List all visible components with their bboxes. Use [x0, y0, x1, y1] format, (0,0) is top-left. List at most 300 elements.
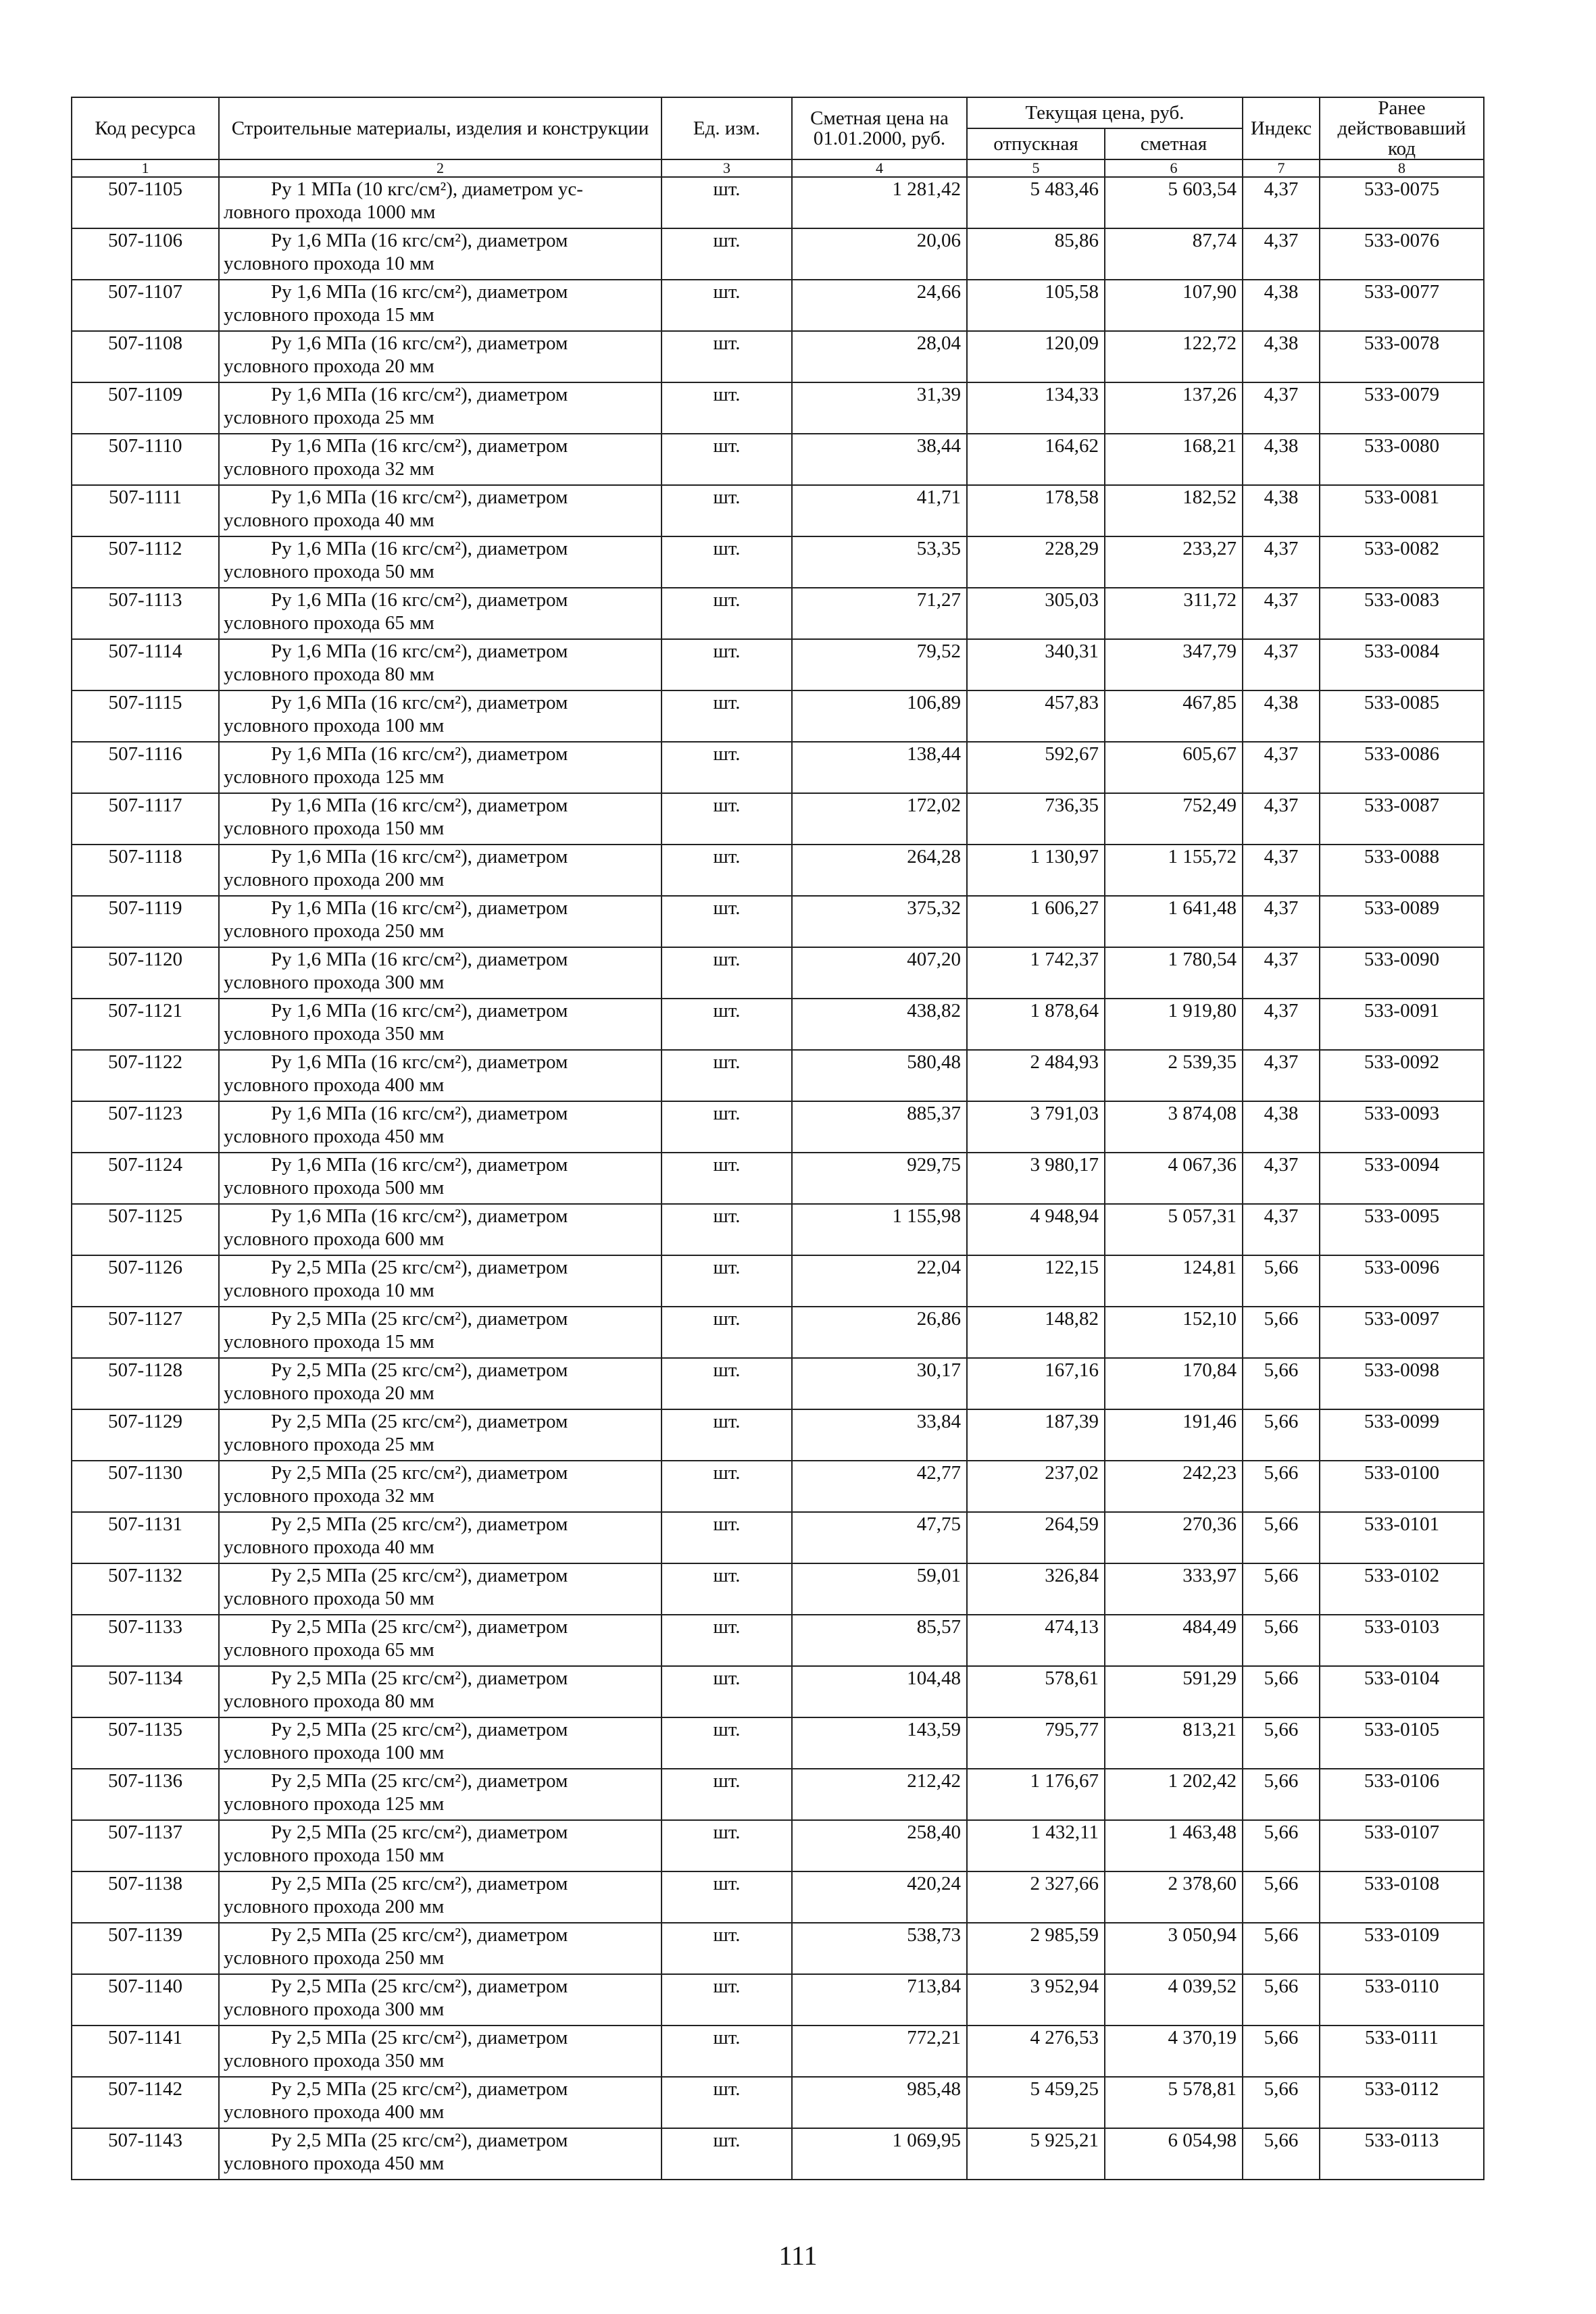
resource-code: 507-1114: [72, 639, 219, 690]
price-index: 4,38: [1243, 690, 1320, 742]
estimate-price: 591,29: [1105, 1666, 1243, 1717]
estimate-price: 333,97: [1105, 1563, 1243, 1615]
base-price: 143,59: [792, 1717, 967, 1769]
material-name-line2: условного прохода 100 мм: [224, 715, 445, 736]
table-row: [72, 177, 1484, 228]
material-name-line2: условного прохода 200 мм: [224, 1896, 445, 1917]
base-price: 33,84: [792, 1409, 967, 1461]
resource-code: 507-1135: [72, 1717, 219, 1769]
material-name-line1: Ру 2,5 МПа (25 кгс/см²), диаметром: [271, 1719, 568, 1740]
material-name: [219, 228, 662, 280]
price-table-page: [71, 97, 1483, 2180]
resource-code: 507-1143: [72, 2128, 219, 2180]
estimate-price: 5 603,54: [1105, 177, 1243, 228]
release-price: 340,31: [967, 639, 1105, 690]
column-number: 6: [1105, 159, 1243, 177]
material-name-line2: условного прохода 15 мм: [224, 1331, 434, 1353]
estimate-price: 5 578,81: [1105, 2077, 1243, 2128]
column-number: 2: [219, 159, 662, 177]
price-index: 4,37: [1243, 536, 1320, 588]
material-name-line2: условного прохода 40 мм: [224, 509, 434, 531]
material-name-line2: условного прохода 80 мм: [224, 663, 434, 685]
estimate-price: 1 780,54: [1105, 947, 1243, 999]
material-name-line1: Ру 1,6 МПа (16 кгс/см²), диаметром: [271, 846, 568, 867]
old-code: 533-0080: [1320, 434, 1484, 485]
material-name: [219, 1666, 662, 1717]
base-price: 28,04: [792, 331, 967, 382]
release-price: 122,15: [967, 1255, 1105, 1307]
old-code: 533-0077: [1320, 280, 1484, 331]
base-price: 53,35: [792, 536, 967, 588]
price-index: 5,66: [1243, 1512, 1320, 1563]
material-name: [219, 1307, 662, 1358]
unit: шт.: [662, 1923, 792, 1974]
estimate-price: 152,10: [1105, 1307, 1243, 1358]
material-name: [219, 1358, 662, 1409]
old-code: 533-0082: [1320, 536, 1484, 588]
release-price: 4 276,53: [967, 2026, 1105, 2077]
material-name: [219, 947, 662, 999]
old-code: 533-0083: [1320, 588, 1484, 639]
base-price: 31,39: [792, 382, 967, 434]
base-price: 85,57: [792, 1615, 967, 1666]
resource-code: 507-1110: [72, 434, 219, 485]
table-row: [72, 1923, 1484, 1974]
price-index: 4,38: [1243, 485, 1320, 536]
estimate-price: 2 378,60: [1105, 1871, 1243, 1923]
header-name: Строительные материалы, изделия и конструкции: [219, 97, 662, 159]
column-number: 5: [967, 159, 1105, 177]
release-price: 178,58: [967, 485, 1105, 536]
estimate-price: 182,52: [1105, 485, 1243, 536]
estimate-price: 124,81: [1105, 1255, 1243, 1307]
base-price: 375,32: [792, 896, 967, 947]
release-price: 264,59: [967, 1512, 1105, 1563]
material-name-line1: Ру 2,5 МПа (25 кгс/см²), диаметром: [271, 1976, 568, 1997]
resource-code: 507-1108: [72, 331, 219, 382]
base-price: 41,71: [792, 485, 967, 536]
release-price: 457,83: [967, 690, 1105, 742]
table-row: [72, 1101, 1484, 1153]
old-code: 533-0108: [1320, 1871, 1484, 1923]
base-price: 20,06: [792, 228, 967, 280]
price-index: 4,37: [1243, 639, 1320, 690]
table-row: [72, 588, 1484, 639]
price-index: 5,66: [1243, 2128, 1320, 2180]
old-code: 533-0093: [1320, 1101, 1484, 1153]
base-price: 59,01: [792, 1563, 967, 1615]
estimate-price: 122,72: [1105, 331, 1243, 382]
release-price: 592,67: [967, 742, 1105, 793]
resource-code: 507-1132: [72, 1563, 219, 1615]
material-name: [219, 1615, 662, 1666]
price-index: 4,37: [1243, 1204, 1320, 1255]
table-row: [72, 1307, 1484, 1358]
estimate-price: 87,74: [1105, 228, 1243, 280]
base-price: 580,48: [792, 1050, 967, 1101]
header-base-price: Сметная цена на 01.01.2000, руб.: [792, 97, 967, 159]
material-name-line2: условного прохода 15 мм: [224, 304, 434, 326]
material-name-line1: Ру 1,6 МПа (16 кгс/см²), диаметром: [271, 281, 568, 303]
table-row: [72, 1563, 1484, 1615]
material-name: [219, 588, 662, 639]
material-name-line1: Ру 2,5 МПа (25 кгс/см²), диаметром: [271, 1257, 568, 1278]
material-name: [219, 1101, 662, 1153]
old-code: 533-0100: [1320, 1461, 1484, 1512]
estimate-price: 6 054,98: [1105, 2128, 1243, 2180]
material-name: [219, 2128, 662, 2180]
estimate-price: 233,27: [1105, 536, 1243, 588]
old-code: 533-0101: [1320, 1512, 1484, 1563]
table-row: [72, 896, 1484, 947]
price-index: 5,66: [1243, 2026, 1320, 2077]
material-name-line1: Ру 1,6 МПа (16 кгс/см²), диаметром: [271, 692, 568, 713]
unit: шт.: [662, 2128, 792, 2180]
base-price: 30,17: [792, 1358, 967, 1409]
base-price: 42,77: [792, 1461, 967, 1512]
material-name-line2: условного прохода 300 мм: [224, 972, 445, 993]
base-price: 1 155,98: [792, 1204, 967, 1255]
release-price: 326,84: [967, 1563, 1105, 1615]
price-index: 4,37: [1243, 1050, 1320, 1101]
price-index: 5,66: [1243, 2077, 1320, 2128]
unit: шт.: [662, 434, 792, 485]
table-row: [72, 742, 1484, 793]
material-name-line2: условного прохода 32 мм: [224, 458, 434, 480]
release-price: 4 948,94: [967, 1204, 1105, 1255]
unit: шт.: [662, 1871, 792, 1923]
price-index: 5,66: [1243, 1820, 1320, 1871]
table-body: [72, 177, 1484, 2180]
old-code: 533-0092: [1320, 1050, 1484, 1101]
old-code: 533-0090: [1320, 947, 1484, 999]
material-name-line1: Ру 2,5 МПа (25 кгс/см²), диаметром: [271, 1873, 568, 1894]
release-price: 305,03: [967, 588, 1105, 639]
resource-code: 507-1137: [72, 1820, 219, 1871]
resource-code: 507-1128: [72, 1358, 219, 1409]
base-price: 26,86: [792, 1307, 967, 1358]
estimate-price: 752,49: [1105, 793, 1243, 845]
material-name-line2: условного прохода 50 мм: [224, 1588, 434, 1609]
old-code: 533-0113: [1320, 2128, 1484, 2180]
material-name-line1: Ру 2,5 МПа (25 кгс/см²), диаметром: [271, 2027, 568, 2048]
material-name-line2: условного прохода 65 мм: [224, 612, 434, 634]
table-row: [72, 331, 1484, 382]
estimate-price: 605,67: [1105, 742, 1243, 793]
table-row: [72, 1153, 1484, 1204]
material-name-line2: условного прохода 32 мм: [224, 1485, 434, 1507]
resource-code: 507-1125: [72, 1204, 219, 1255]
material-name-line2: условного прохода 100 мм: [224, 1742, 445, 1763]
resource-code: 507-1117: [72, 793, 219, 845]
unit: шт.: [662, 947, 792, 999]
estimate-price: 467,85: [1105, 690, 1243, 742]
release-price: 2 484,93: [967, 1050, 1105, 1101]
unit: шт.: [662, 1050, 792, 1101]
price-index: 4,37: [1243, 588, 1320, 639]
column-number: 7: [1243, 159, 1320, 177]
material-name-line1: Ру 2,5 МПа (25 кгс/см²), диаметром: [271, 1821, 568, 1843]
page-number: 111: [778, 2240, 818, 2271]
estimate-price: 4 039,52: [1105, 1974, 1243, 2026]
unit: шт.: [662, 1307, 792, 1358]
table-row: [72, 280, 1484, 331]
old-code: 533-0105: [1320, 1717, 1484, 1769]
table-row: [72, 845, 1484, 896]
table-row: [72, 947, 1484, 999]
material-name-line1: Ру 2,5 МПа (25 кгс/см²), диаметром: [271, 1924, 568, 1946]
material-name-line1: Ру 2,5 МПа (25 кгс/см²), диаметром: [271, 1565, 568, 1586]
material-name-line1: Ру 1,6 МПа (16 кгс/см²), диаметром: [271, 332, 568, 354]
release-price: 164,62: [967, 434, 1105, 485]
old-code: 533-0087: [1320, 793, 1484, 845]
material-name-line1: Ру 1,6 МПа (16 кгс/см²), диаметром: [271, 1205, 568, 1227]
material-name-line2: условного прохода 10 мм: [224, 253, 434, 274]
estimate-price: 1 155,72: [1105, 845, 1243, 896]
base-price: 24,66: [792, 280, 967, 331]
old-code: 533-0098: [1320, 1358, 1484, 1409]
material-name-line2: условного прохода 125 мм: [224, 766, 445, 788]
material-name-line1: Ру 1,6 МПа (16 кгс/см²), диаметром: [271, 1103, 568, 1124]
material-name-line1: Ру 2,5 МПа (25 кгс/см²), диаметром: [271, 1462, 568, 1484]
material-name: [219, 896, 662, 947]
old-code: 533-0097: [1320, 1307, 1484, 1358]
price-index: 4,38: [1243, 280, 1320, 331]
release-price: 1 176,67: [967, 1769, 1105, 1820]
release-price: 736,35: [967, 793, 1105, 845]
estimate-price: 4 067,36: [1105, 1153, 1243, 1204]
estimate-price: 170,84: [1105, 1358, 1243, 1409]
material-name-line2: условного прохода 40 мм: [224, 1536, 434, 1558]
resource-code: 507-1121: [72, 999, 219, 1050]
estimate-price: 107,90: [1105, 280, 1243, 331]
resource-code: 507-1112: [72, 536, 219, 588]
old-code: 533-0104: [1320, 1666, 1484, 1717]
old-code: 533-0088: [1320, 845, 1484, 896]
old-code: 533-0084: [1320, 639, 1484, 690]
base-price: 885,37: [792, 1101, 967, 1153]
resource-code: 507-1115: [72, 690, 219, 742]
base-price: 538,73: [792, 1923, 967, 1974]
unit: шт.: [662, 1153, 792, 1204]
release-price: 5 483,46: [967, 177, 1105, 228]
table-row: [72, 1512, 1484, 1563]
release-price: 2 327,66: [967, 1871, 1105, 1923]
estimate-price: 1 919,80: [1105, 999, 1243, 1050]
table-row: [72, 1255, 1484, 1307]
old-code: 533-0085: [1320, 690, 1484, 742]
resource-code: 507-1116: [72, 742, 219, 793]
price-index: 5,66: [1243, 1409, 1320, 1461]
old-code: 533-0106: [1320, 1769, 1484, 1820]
estimate-price: 311,72: [1105, 588, 1243, 639]
estimate-price: 1 641,48: [1105, 896, 1243, 947]
base-price: 985,48: [792, 2077, 967, 2128]
price-index: 4,37: [1243, 177, 1320, 228]
table-row: [72, 2026, 1484, 2077]
material-name-line2: условного прохода 250 мм: [224, 920, 445, 942]
material-name-line1: Ру 1,6 МПа (16 кгс/см²), диаметром: [271, 1000, 568, 1022]
price-index: 5,66: [1243, 1358, 1320, 1409]
base-price: 71,27: [792, 588, 967, 639]
estimate-price: 242,23: [1105, 1461, 1243, 1512]
price-index: 5,66: [1243, 1255, 1320, 1307]
old-code: 533-0102: [1320, 1563, 1484, 1615]
material-name-line1: Ру 1,6 МПа (16 кгс/см²), диаметром: [271, 230, 568, 251]
unit: шт.: [662, 280, 792, 331]
material-name: [219, 1409, 662, 1461]
price-index: 5,66: [1243, 1717, 1320, 1769]
estimate-price: 347,79: [1105, 639, 1243, 690]
base-price: 138,44: [792, 742, 967, 793]
table-row: [72, 1050, 1484, 1101]
material-name: [219, 793, 662, 845]
resource-code: 507-1109: [72, 382, 219, 434]
price-index: 5,66: [1243, 1923, 1320, 1974]
material-name: [219, 331, 662, 382]
material-name: [219, 485, 662, 536]
header-index: Индекс: [1243, 97, 1320, 159]
unit: шт.: [662, 1769, 792, 1820]
material-name: [219, 1974, 662, 2026]
old-code: 533-0078: [1320, 331, 1484, 382]
resource-code: 507-1131: [72, 1512, 219, 1563]
price-index: 4,38: [1243, 434, 1320, 485]
material-name: [219, 1461, 662, 1512]
table-row: [72, 1615, 1484, 1666]
material-name: [219, 1204, 662, 1255]
base-price: 1 069,95: [792, 2128, 967, 2180]
resource-code: 507-1134: [72, 1666, 219, 1717]
material-name-line2: условного прохода 600 мм: [224, 1228, 445, 1250]
price-table: [71, 97, 1485, 2180]
material-name: [219, 1255, 662, 1307]
resource-code: 507-1113: [72, 588, 219, 639]
material-name-line1: Ру 1,6 МПа (16 кгс/см²), диаметром: [271, 743, 568, 765]
table-row: [72, 2077, 1484, 2128]
header-unit: Ед. изм.: [662, 97, 792, 159]
material-name: [219, 1871, 662, 1923]
material-name: [219, 639, 662, 690]
resource-code: 507-1106: [72, 228, 219, 280]
material-name-line1: Ру 1,6 МПа (16 кгс/см²), диаметром: [271, 538, 568, 559]
material-name-line2: условного прохода 125 мм: [224, 1793, 445, 1815]
old-code: 533-0109: [1320, 1923, 1484, 1974]
resource-code: 507-1126: [72, 1255, 219, 1307]
unit: шт.: [662, 1255, 792, 1307]
material-name-line2: условного прохода 400 мм: [224, 1074, 445, 1096]
estimate-price: 3 874,08: [1105, 1101, 1243, 1153]
material-name-line1: Ру 2,5 МПа (25 кгс/см²), диаметром: [271, 1616, 568, 1638]
material-name-line2: условного прохода 25 мм: [224, 1434, 434, 1455]
estimate-price: 3 050,94: [1105, 1923, 1243, 1974]
material-name-line2: условного прохода 450 мм: [224, 2153, 445, 2174]
old-code: 533-0091: [1320, 999, 1484, 1050]
material-name: [219, 1050, 662, 1101]
price-index: 5,66: [1243, 1461, 1320, 1512]
table-row: [72, 2128, 1484, 2180]
material-name-line1: Ру 1,6 МПа (16 кгс/см²), диаметром: [271, 949, 568, 970]
base-price: 438,82: [792, 999, 967, 1050]
price-index: 5,66: [1243, 1871, 1320, 1923]
base-price: 258,40: [792, 1820, 967, 1871]
old-code: 533-0079: [1320, 382, 1484, 434]
unit: шт.: [662, 331, 792, 382]
material-name: [219, 845, 662, 896]
base-price: 929,75: [792, 1153, 967, 1204]
release-price: 578,61: [967, 1666, 1105, 1717]
material-name-line2: условного прохода 150 мм: [224, 818, 445, 839]
table-row: [72, 1204, 1484, 1255]
material-name: [219, 1769, 662, 1820]
table-row: [72, 639, 1484, 690]
unit: шт.: [662, 793, 792, 845]
material-name-line2: условного прохода 80 мм: [224, 1690, 434, 1712]
estimate-price: 2 539,35: [1105, 1050, 1243, 1101]
table-row: [72, 485, 1484, 536]
estimate-price: 5 057,31: [1105, 1204, 1243, 1255]
price-index: 5,66: [1243, 1769, 1320, 1820]
material-name-line1: Ру 2,5 МПа (25 кгс/см²), диаметром: [271, 1513, 568, 1535]
base-price: 420,24: [792, 1871, 967, 1923]
estimate-price: 4 370,19: [1105, 2026, 1243, 2077]
material-name-line2: условного прохода 10 мм: [224, 1280, 434, 1301]
estimate-price: 1 202,42: [1105, 1769, 1243, 1820]
material-name-line2: условного прохода 250 мм: [224, 1947, 445, 1969]
estimate-price: 813,21: [1105, 1717, 1243, 1769]
base-price: 104,48: [792, 1666, 967, 1717]
base-price: 212,42: [792, 1769, 967, 1820]
material-name-line1: Ру 2,5 МПа (25 кгс/см²), диаметром: [271, 2130, 568, 2151]
table-row: [72, 1358, 1484, 1409]
price-index: 4,37: [1243, 1153, 1320, 1204]
base-price: 79,52: [792, 639, 967, 690]
material-name-line1: Ру 2,5 МПа (25 кгс/см²), диаметром: [271, 2078, 568, 2100]
resource-code: 507-1130: [72, 1461, 219, 1512]
header-current-price: Текущая цена, руб.: [967, 97, 1243, 128]
material-name-line1: Ру 2,5 МПа (25 кгс/см²), диаметром: [271, 1667, 568, 1689]
old-code: 533-0110: [1320, 1974, 1484, 2026]
release-price: 5 459,25: [967, 2077, 1105, 2128]
unit: шт.: [662, 690, 792, 742]
material-name: [219, 2026, 662, 2077]
price-index: 4,37: [1243, 382, 1320, 434]
material-name: [219, 382, 662, 434]
unit: шт.: [662, 1615, 792, 1666]
old-code: 533-0111: [1320, 2026, 1484, 2077]
unit: шт.: [662, 742, 792, 793]
unit: шт.: [662, 2026, 792, 2077]
resource-code: 507-1138: [72, 1871, 219, 1923]
material-name-line1: Ру 1,6 МПа (16 кгс/см²), диаметром: [271, 435, 568, 457]
unit: шт.: [662, 639, 792, 690]
release-price: 1 130,97: [967, 845, 1105, 896]
resource-code: 507-1136: [72, 1769, 219, 1820]
table-row: [72, 228, 1484, 280]
base-price: 407,20: [792, 947, 967, 999]
old-code: 533-0112: [1320, 2077, 1484, 2128]
column-number: 4: [792, 159, 967, 177]
table-header: [72, 97, 1484, 177]
table-row: [72, 1974, 1484, 2026]
price-index: 4,38: [1243, 331, 1320, 382]
old-code: 533-0094: [1320, 1153, 1484, 1204]
release-price: 1 742,37: [967, 947, 1105, 999]
unit: шт.: [662, 1666, 792, 1717]
old-code: 533-0075: [1320, 177, 1484, 228]
resource-code: 507-1142: [72, 2077, 219, 2128]
material-name: [219, 690, 662, 742]
